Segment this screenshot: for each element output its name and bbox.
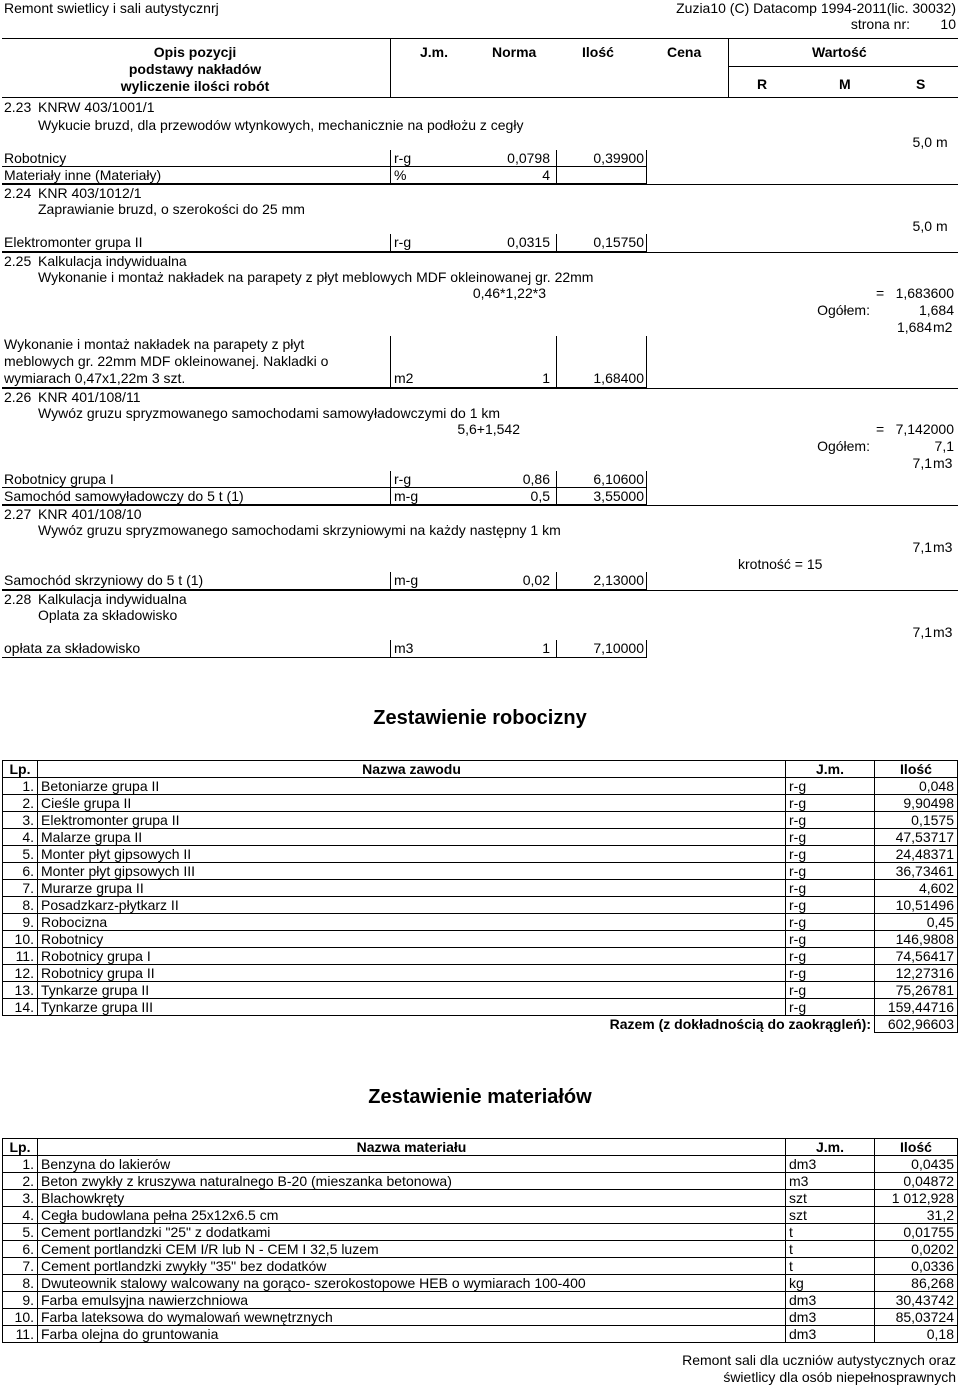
row-quantity: 85,03724 <box>875 1309 958 1326</box>
row-lp: 12. <box>3 965 38 982</box>
resource-norm: 0,86 <box>522 471 550 487</box>
row-quantity: 159,44716 <box>875 999 958 1016</box>
column-header-value: Wartość <box>812 44 867 60</box>
resource-name: Robotnicy <box>4 150 67 166</box>
row-quantity: 75,26781 <box>875 982 958 999</box>
row-lp: 14. <box>3 999 38 1016</box>
row-unit: r-g <box>786 880 875 897</box>
position-unit: m3 <box>933 455 953 471</box>
row-lp: 3. <box>3 1190 38 1207</box>
resource-norm: 0,02 <box>522 572 550 588</box>
resource-quantity: 2,13000 <box>593 572 644 588</box>
row-lp: 8. <box>3 897 38 914</box>
header-quantity: Ilość <box>875 761 958 778</box>
resource-unit: r-g <box>394 471 412 487</box>
position-number: 2.26 <box>4 389 32 405</box>
row-quantity: 0,0336 <box>875 1258 958 1275</box>
software-credit: Zuzia10 (C) Datacomp 1994-2011(lic. 30032) <box>676 0 956 16</box>
table-row <box>3 965 958 982</box>
resource-quantity: 0,15750 <box>593 234 644 250</box>
position-quantity: 7,1 <box>912 455 932 471</box>
resource-quantity: 0,39900 <box>593 150 644 166</box>
position-quantity: 1,684 <box>896 319 932 335</box>
position-basis: KNR 403/1012/1 <box>38 185 142 201</box>
table-row <box>3 982 958 999</box>
row-lp: 13. <box>3 982 38 999</box>
row-name: Posadzkarz-płytkarz II <box>38 897 786 914</box>
resource-unit: m-g <box>394 488 419 504</box>
materials-summary-title: Zestawienie materiałów <box>368 1086 592 1108</box>
row-unit: r-g <box>786 931 875 948</box>
row-name: Malarze grupa II <box>38 829 786 846</box>
row-name: Cement portlandzki CEM I/R lub N - CEM I 32,5 luzem <box>38 1241 786 1258</box>
row-lp: 10. <box>3 931 38 948</box>
row-unit: dm3 <box>786 1156 875 1173</box>
resource-norm: 0,0798 <box>507 150 550 166</box>
table-row <box>3 778 958 795</box>
resource-norm: 4 <box>542 167 550 183</box>
row-name: Tynkarze grupa III <box>38 999 786 1016</box>
column-header-price: Cena <box>667 44 702 60</box>
row-name: Monter płyt gipsowych II <box>38 846 786 863</box>
column-header-norm: Norma <box>492 44 537 60</box>
row-unit: szt <box>786 1207 875 1224</box>
header-quantity: Ilość <box>875 1139 958 1156</box>
row-lp: 11. <box>3 1326 38 1343</box>
header-lp: Lp. <box>3 761 38 778</box>
header-name: Nazwa materiału <box>38 1139 786 1156</box>
row-lp: 8. <box>3 1275 38 1292</box>
material-description-line: meblowych gr. 22mm MDF okleinowanej. Nakladki o <box>4 353 329 369</box>
table-row <box>3 1326 958 1343</box>
row-lp: 1. <box>3 1156 38 1173</box>
position-unit: m3 <box>933 624 953 640</box>
material-description-line: Wykonanie i montaż nakładek na parapety z płyt <box>4 336 305 352</box>
materials-table <box>2 1138 958 1343</box>
column-header-m: M <box>839 76 851 92</box>
row-quantity: 24,48371 <box>875 846 958 863</box>
quantity-formula: 0,46*1,22*3 <box>472 285 546 301</box>
resource-quantity: 3,55000 <box>593 488 644 504</box>
row-name: Robotnicy grupa II <box>38 965 786 982</box>
table-header-row <box>3 1139 958 1156</box>
row-unit: r-g <box>786 897 875 914</box>
row-unit: r-g <box>786 982 875 999</box>
row-unit: kg <box>786 1275 875 1292</box>
row-quantity: 10,51496 <box>875 897 958 914</box>
column-header-quantity: Ilość <box>582 44 614 60</box>
table-header-row <box>3 761 958 778</box>
position-description: Wywóz gruzu spryzmowanego samochodami skrzyniowymi na każdy następny 1 km <box>38 522 561 538</box>
resource-norm: 0,5 <box>530 488 550 504</box>
row-name: Farba olejna do gruntowania <box>38 1326 786 1343</box>
row-unit: t <box>786 1241 875 1258</box>
resource-norm: 1 <box>542 370 550 386</box>
table-row <box>3 1241 958 1258</box>
row-unit: r-g <box>786 914 875 931</box>
row-quantity: 0,048 <box>875 778 958 795</box>
column-header-calculation: wyliczenie ilości robót <box>120 78 270 94</box>
page-number-label: strona nr: <box>850 16 910 32</box>
table-row <box>3 846 958 863</box>
page-number: 10 <box>940 16 956 32</box>
row-unit: r-g <box>786 778 875 795</box>
row-unit: szt <box>786 1190 875 1207</box>
position-description: Oplata za składowisko <box>38 607 178 623</box>
table-row <box>3 948 958 965</box>
column-header-basis: podstawy nakładów <box>128 61 262 77</box>
row-unit: r-g <box>786 829 875 846</box>
row-lp: 6. <box>3 863 38 880</box>
position-unit: m <box>936 218 948 234</box>
resource-name: Samochód skrzyniowy do 5 t (1) <box>4 572 204 588</box>
table-row <box>3 999 958 1016</box>
row-quantity: 36,73461 <box>875 863 958 880</box>
position-quantity: 7,1 <box>912 539 932 555</box>
row-lp: 4. <box>3 829 38 846</box>
row-lp: 10. <box>3 1309 38 1326</box>
table-row <box>3 1156 958 1173</box>
row-quantity: 146,9808 <box>875 931 958 948</box>
row-name: Robotnicy grupa I <box>38 948 786 965</box>
row-quantity: 86,268 <box>875 1275 958 1292</box>
table-row <box>3 863 958 880</box>
table-row <box>3 1258 958 1275</box>
position-quantity: 5,0 <box>912 134 932 150</box>
row-quantity: 1 012,928 <box>875 1190 958 1207</box>
resource-unit: r-g <box>394 150 412 166</box>
row-quantity: 0,01755 <box>875 1224 958 1241</box>
header-lp: Lp. <box>3 1139 38 1156</box>
row-name: Monter płyt gipsowych III <box>38 863 786 880</box>
row-lp: 6. <box>3 1241 38 1258</box>
row-quantity: 0,45 <box>875 914 958 931</box>
total-label: Razem (z dokładnością do zaokrągleń): <box>3 1016 875 1033</box>
header-name: Nazwa zawodu <box>38 761 786 778</box>
footer-line: świetlicy dla osób niepełnosprawnych <box>723 1369 956 1385</box>
position-number: 2.24 <box>4 185 32 201</box>
resource-name: Elektromonter grupa II <box>4 234 143 250</box>
row-name: Benzyna do lakierów <box>38 1156 786 1173</box>
table-row <box>3 1275 958 1292</box>
resource-name: opłata za składowisko <box>4 640 141 656</box>
row-name: Cieśle grupa II <box>38 795 786 812</box>
table-row <box>3 812 958 829</box>
total-label: Ogółem: <box>817 438 870 454</box>
formula-equals: = <box>876 285 885 301</box>
formula-result: 7,142000 <box>895 421 954 437</box>
row-unit: r-g <box>786 795 875 812</box>
row-quantity: 31,2 <box>875 1207 958 1224</box>
resource-unit: % <box>394 167 407 183</box>
position-number: 2.28 <box>4 591 32 607</box>
header-unit: J.m. <box>786 761 875 778</box>
table-row <box>3 880 958 897</box>
total-row <box>3 1016 958 1033</box>
position-unit: m3 <box>933 539 953 555</box>
total-value: 1,684 <box>918 302 954 318</box>
row-lp: 7. <box>3 880 38 897</box>
position-basis: KNR 401/108/10 <box>38 506 142 522</box>
row-unit: m3 <box>786 1173 875 1190</box>
row-quantity: 0,18 <box>875 1326 958 1343</box>
header-unit: J.m. <box>786 1139 875 1156</box>
table-row <box>3 1292 958 1309</box>
row-name: Blachowkręty <box>38 1190 786 1207</box>
column-header-unit: J.m. <box>420 44 449 60</box>
position-description: Wykucie bruzd, dla przewodów wtynkowych, mechanicznie na podłożu z cegły <box>38 117 524 133</box>
row-name: Cement portlandzki "25" z dodatkami <box>38 1224 786 1241</box>
row-quantity: 0,0435 <box>875 1156 958 1173</box>
quantity-formula: 5,6+1,542 <box>457 421 520 437</box>
row-quantity: 4,602 <box>875 880 958 897</box>
table-row <box>3 931 958 948</box>
row-name: Murarze grupa II <box>38 880 786 897</box>
resource-norm: 1 <box>542 640 550 656</box>
row-unit: r-g <box>786 812 875 829</box>
position-basis: Kalkulacja indywidualna <box>38 591 187 607</box>
row-name: Robocizna <box>38 914 786 931</box>
formula-result: 1,683600 <box>895 285 954 301</box>
row-unit: r-g <box>786 863 875 880</box>
position-number: 2.27 <box>4 506 32 522</box>
row-lp: 3. <box>3 812 38 829</box>
row-lp: 7. <box>3 1258 38 1275</box>
table-row <box>3 1190 958 1207</box>
row-unit: r-g <box>786 965 875 982</box>
row-quantity: 30,43742 <box>875 1292 958 1309</box>
table-row <box>3 897 958 914</box>
resource-norm: 0,0315 <box>507 234 550 250</box>
table-row <box>3 914 958 931</box>
row-lp: 5. <box>3 1224 38 1241</box>
resource-name: Robotnicy grupa I <box>4 471 114 487</box>
table-row <box>3 1207 958 1224</box>
row-name: Tynkarze grupa II <box>38 982 786 999</box>
row-name: Cement portlandzki zwykły "35" bez dodatków <box>38 1258 786 1275</box>
row-name: Cegła budowlana pełna 25x12x6.5 cm <box>38 1207 786 1224</box>
position-description: Wykonanie i montaż nakładek na parapety z płyt meblowych MDF okleinowanej gr. 22mm <box>38 269 594 285</box>
column-header-description: Opis pozycji <box>153 44 237 60</box>
row-unit: r-g <box>786 999 875 1016</box>
formula-equals: = <box>876 421 885 437</box>
table-row <box>3 1224 958 1241</box>
row-unit: dm3 <box>786 1292 875 1309</box>
column-header-s: S <box>916 76 926 92</box>
labor-summary-title: Zestawienie robocizny <box>373 707 587 729</box>
row-name: Betoniarze grupa II <box>38 778 786 795</box>
row-lp: 11. <box>3 948 38 965</box>
row-unit: dm3 <box>786 1309 875 1326</box>
position-description: Wywóz gruzu spryzmowanego samochodami samowyładowczymi do 1 km <box>38 405 501 421</box>
total-label: Ogółem: <box>817 302 870 318</box>
row-quantity: 0,04872 <box>875 1173 958 1190</box>
row-unit: dm3 <box>786 1326 875 1343</box>
resource-name: Samochód samowyładowczy do 5 t (1) <box>4 488 244 504</box>
row-unit: r-g <box>786 948 875 965</box>
position-unit: m <box>936 134 948 150</box>
resource-name: Materiały inne (Materiały) <box>4 167 162 183</box>
table-row <box>3 1173 958 1190</box>
column-header-r: R <box>757 76 768 92</box>
resource-unit: m-g <box>394 572 419 588</box>
row-unit: t <box>786 1258 875 1275</box>
resource-quantity: 1,68400 <box>593 370 644 386</box>
position-unit: m2 <box>933 319 953 335</box>
resource-unit: r-g <box>394 234 412 250</box>
labor-table <box>2 760 958 1033</box>
row-name: Dwuteownik stalowy walcowany na gorąco- szerokostopowe HEB o wymiarach 100-400 <box>38 1275 786 1292</box>
row-quantity: 47,53717 <box>875 829 958 846</box>
row-quantity: 0,0202 <box>875 1241 958 1258</box>
position-description: Zaprawianie bruzd, o szerokości do 25 mm <box>38 201 305 217</box>
row-lp: 9. <box>3 1292 38 1309</box>
row-name: Farba emulsyjna nawierzchniowa <box>38 1292 786 1309</box>
position-basis: Kalkulacja indywidualna <box>38 253 187 269</box>
material-description-line: wymiarach 0,47x1,22m 3 szt. <box>4 370 186 386</box>
position-basis: KNRW 403/1001/1 <box>38 99 155 115</box>
total-value: 602,96603 <box>875 1016 958 1033</box>
table-row <box>3 1309 958 1326</box>
resource-unit: m2 <box>394 370 414 386</box>
report-title: Remont swietlicy i sali autystycznrj <box>4 0 219 16</box>
row-name: Elektromonter grupa II <box>38 812 786 829</box>
row-name: Robotnicy <box>38 931 786 948</box>
footer-line: Remont sali dla uczniów autystycznych oraz <box>682 1352 956 1368</box>
resource-quantity: 6,10600 <box>593 471 644 487</box>
row-lp: 1. <box>3 778 38 795</box>
row-lp: 2. <box>3 795 38 812</box>
row-quantity: 12,27316 <box>875 965 958 982</box>
position-number: 2.25 <box>4 253 32 269</box>
row-quantity: 9,90498 <box>875 795 958 812</box>
row-lp: 4. <box>3 1207 38 1224</box>
row-unit: r-g <box>786 846 875 863</box>
row-unit: t <box>786 1224 875 1241</box>
resource-unit: m3 <box>394 640 414 656</box>
row-name: Farba lateksowa do wymalowań wewnętrznych <box>38 1309 786 1326</box>
resource-quantity: 7,10000 <box>593 640 644 656</box>
row-quantity: 74,56417 <box>875 948 958 965</box>
position-quantity: 5,0 <box>912 218 932 234</box>
position-quantity: 7,1 <box>912 624 932 640</box>
row-lp: 2. <box>3 1173 38 1190</box>
table-row <box>3 829 958 846</box>
table-row <box>3 795 958 812</box>
row-quantity: 0,1575 <box>875 812 958 829</box>
row-lp: 9. <box>3 914 38 931</box>
multiplier: krotność = 15 <box>738 556 823 572</box>
total-value: 7,1 <box>934 438 954 454</box>
row-name: Beton zwykły z kruszywa naturalnego B-20 (mieszanka betonowa) <box>38 1173 786 1190</box>
row-lp: 5. <box>3 846 38 863</box>
position-basis: KNR 401/108/11 <box>38 389 141 405</box>
position-number: 2.23 <box>4 99 32 115</box>
